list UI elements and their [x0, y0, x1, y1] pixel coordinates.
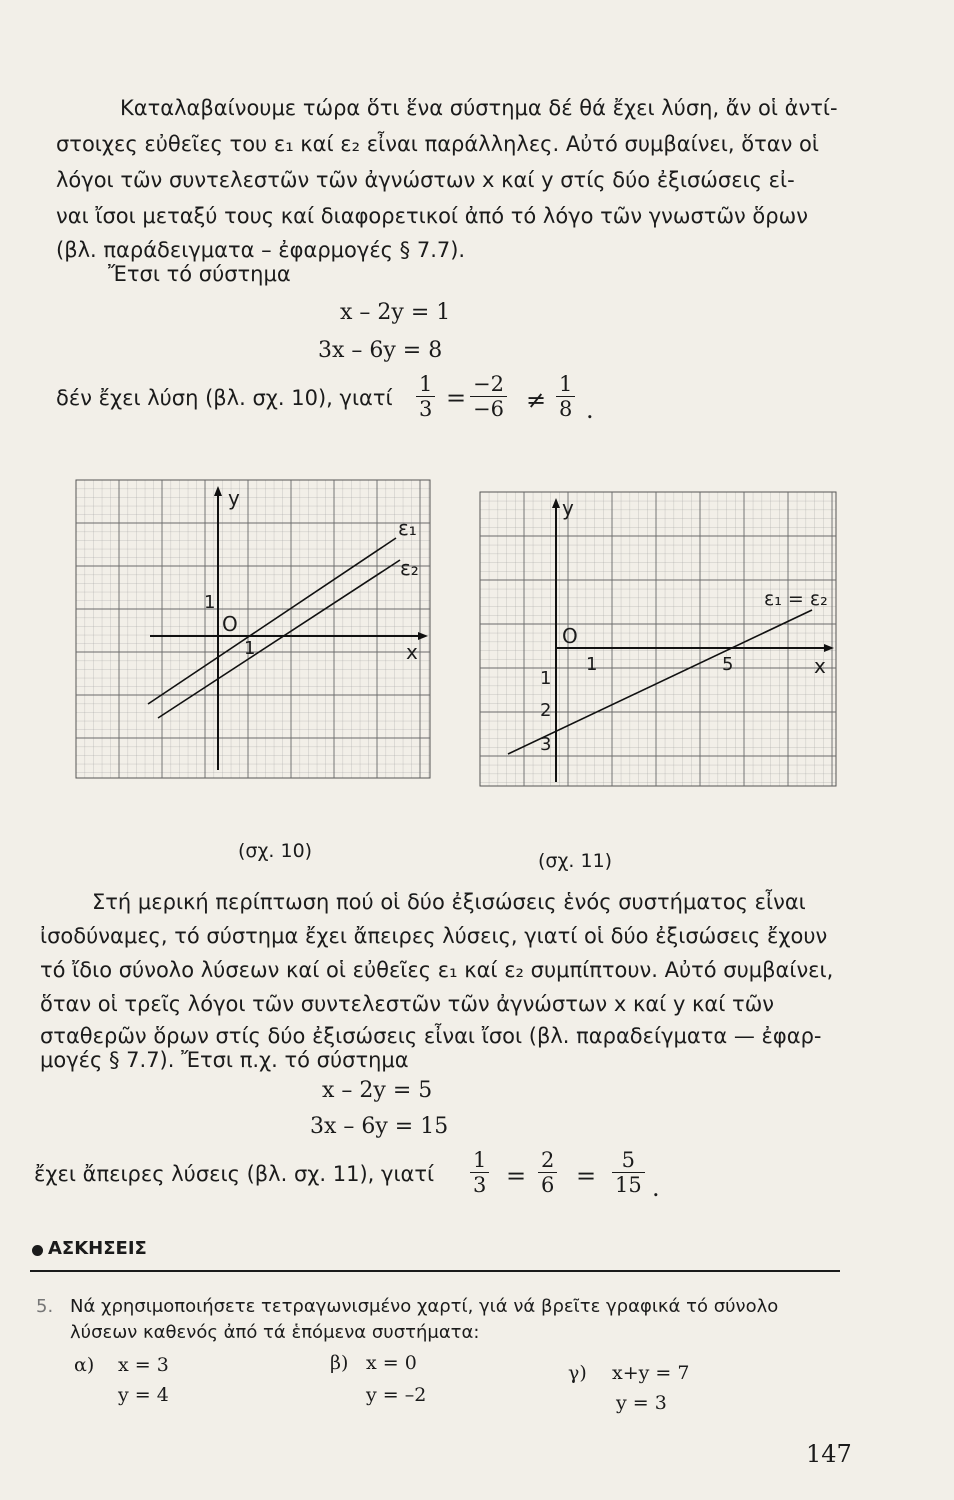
system2-eq1: x – 2y = 5	[322, 1078, 433, 1103]
exercise-c-label: γ)	[568, 1362, 587, 1384]
intro-line-6: Ἔτσι τό σύστημα	[108, 262, 291, 286]
intro-line-2: στοιχες εὐθεῖες του ε₁ καί ε₂ εἶναι παράλληλες. Αὐτό συμβαίνει, ὅταν οἱ	[56, 132, 819, 156]
exercise-a-eq1: x = 3	[118, 1354, 169, 1376]
exercise-c-eq2: y = 3	[616, 1392, 667, 1414]
exercise-b-eq1: x = 0	[366, 1352, 417, 1374]
ratio-num: 1	[470, 1148, 489, 1173]
figure-10-caption: (σχ. 10)	[238, 840, 313, 862]
period: .	[586, 396, 594, 424]
period: .	[652, 1174, 660, 1202]
ratio-1-3-b	[470, 1148, 489, 1197]
intro-line-4: ναι ἴσοι μεταξύ τους καί διαφορετικοί ἀπό τό λόγο τῶν γνωστῶν ὅρων	[56, 204, 808, 228]
intro-line-3: λόγοι τῶν συντελεστῶν τῶν ἀγνώστων x καί y στίς δύο ἐξισώσεις εἰ-	[56, 168, 795, 192]
exercise-b-eq2: y = –2	[366, 1384, 427, 1406]
ratio-num: 2	[538, 1148, 557, 1173]
fig10-label-e1: ε₁	[398, 516, 417, 540]
intro-line-1: Καταλαβαίνουμε τώρα ὅτι ἕνα σύστημα δέ θά ἔχει λύση, ἄν οἱ ἀντί-	[120, 96, 838, 120]
para2-line-6: μογές § 7.7). Ἔτσι π.χ. τό σύστημα	[40, 1048, 409, 1072]
system1-eq1: x – 2y = 1	[340, 300, 451, 325]
ratio-den: 3	[473, 1173, 487, 1197]
exercise-a-eq2: y = 4	[118, 1384, 169, 1406]
fig10-label-origin: O	[222, 612, 238, 636]
equals-sign: =	[576, 1162, 597, 1190]
para2-line-3: τό ἴδιο σύνολο λύσεων καί οἱ εὐθεῖες ε₁ καί ε₂ συμπίπτουν. Αὐτό συμβαίνει,	[40, 958, 834, 982]
exercise-b-label: β)	[330, 1352, 349, 1374]
fig11-label-m1: 1	[540, 668, 552, 689]
fig11-label-x: x	[814, 654, 826, 678]
ratio-den: 3	[419, 397, 433, 421]
fig11-label-m3: 3	[540, 734, 552, 755]
system1-eq2: 3x – 6y = 8	[318, 338, 443, 363]
ratio-num: −2	[470, 372, 507, 397]
fig10-label-e2: ε₂	[400, 556, 419, 580]
fig10-label-y: y	[228, 486, 240, 510]
exercise-a-label: α)	[74, 1354, 95, 1376]
ratio-den: 6	[541, 1173, 555, 1197]
ratio-den: 15	[615, 1173, 642, 1197]
fig11-label-e12: ε₁ = ε₂	[764, 588, 828, 610]
fig11-label-origin: O	[562, 624, 578, 648]
exercises-rule	[30, 1270, 840, 1272]
exercise-number: 5.	[36, 1296, 54, 1317]
system2-eq2: 3x – 6y = 15	[310, 1114, 449, 1139]
para2-line-1: Στή μερική περίπτωση πού οἱ δύο ἐξισώσεις ἑνός συστήματος εἶναι	[92, 890, 806, 914]
fig11-label-one: 1	[586, 654, 598, 675]
fig11-label-five: 5	[722, 654, 734, 675]
ratio-den: −6	[473, 397, 504, 421]
ratio-5-15	[612, 1148, 645, 1197]
ratio-num: 1	[416, 372, 435, 397]
no-solution-text: δέν ἔχει λύση (βλ. σχ. 10), γιατί	[56, 386, 393, 410]
fig11-label-y: y	[562, 496, 574, 520]
ratio-num: 1	[556, 372, 575, 397]
para2-line-2: ἰσοδύναμες, τό σύστημα ἔχει ἄπειρες λύσεις, γιατί οἱ δύο ἐξισώσεις ἔχουν	[40, 924, 828, 948]
exercises-heading: ΑΣΚΗΣΕΙΣ	[48, 1238, 147, 1259]
exercise-text-1: Νά χρησιμοποιήσετε τετραγωνισμένο χαρτί, γιά νά βρεῖτε γραφικά τό σύνολο	[70, 1296, 779, 1317]
ratio-den: 8	[559, 397, 573, 421]
exercises-bullet	[32, 1245, 43, 1256]
ratio-2-6	[538, 1148, 557, 1197]
fig10-label-x: x	[406, 640, 418, 664]
exercise-c-eq1: x+y = 7	[612, 1362, 690, 1384]
infinite-text: ἔχει ἄπειρες λύσεις (βλ. σχ. 11), γιατί	[34, 1162, 435, 1186]
ratio-num: 5	[612, 1148, 645, 1173]
figure-11-caption: (σχ. 11)	[538, 850, 613, 872]
not-equal-sign: ≠	[526, 386, 547, 414]
para2-line-4: ὅταν οἱ τρεῖς λόγοι τῶν συντελεστῶν τῶν ἀγνώστων x καί y καί τῶν	[40, 992, 775, 1016]
para2-line-5: σταθερῶν ὅρων στίς δύο ἐξισώσεις εἶναι ἴσοι (βλ. παραδείγματα — ἐφαρ-	[40, 1024, 822, 1048]
fig10-label-one-y: 1	[204, 592, 216, 613]
intro-line-5: (βλ. παράδειγματα – ἐφαρμογές § 7.7).	[56, 238, 466, 262]
fig11-label-m2: 2	[540, 700, 552, 721]
exercise-text-2: λύσεων καθενός ἀπό τά ἑπόμενα συστήματα:	[70, 1322, 480, 1343]
fig10-label-one-x: 1	[244, 638, 256, 659]
equals-sign: =	[446, 384, 467, 412]
page-number: 147	[806, 1440, 852, 1468]
equals-sign: =	[506, 1162, 527, 1190]
